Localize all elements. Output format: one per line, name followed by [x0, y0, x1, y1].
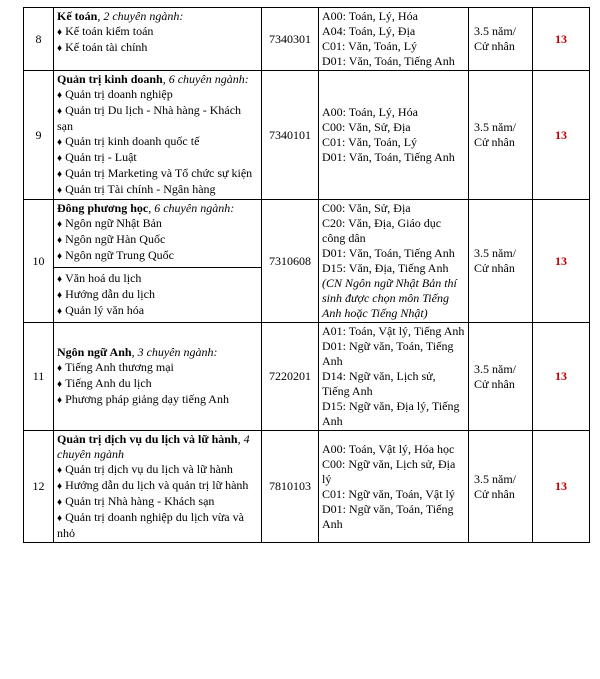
row-number: 11 — [24, 323, 54, 431]
specialization-item: ♦ Quản trị doanh nghiệp — [57, 87, 258, 103]
duration-years: 3.5 năm/ — [474, 24, 516, 38]
row-number: 12 — [24, 431, 54, 543]
major-code: 7810103 — [262, 431, 319, 543]
specialization-item: ♦ Quản trị Marketing và Tổ chức sự kiện — [57, 166, 258, 182]
specialization-item: ♦ Ngôn ngữ Nhật Bản — [57, 216, 258, 232]
combo-line: D15: Văn, Địa, Tiếng Anh — [322, 261, 449, 275]
specialization-item: ♦ Quản trị kinh doanh quốc tế — [57, 134, 258, 150]
table-row — [24, 431, 590, 543]
combo-line: C01: Ngữ văn, Toán, Vật lý — [322, 486, 455, 501]
duration — [469, 200, 533, 323]
major-cell — [54, 8, 262, 71]
subject-combos — [319, 323, 469, 431]
degree: Cử nhân — [474, 486, 515, 501]
combo-line: A00: Toán, Lý, Hóa — [322, 105, 418, 119]
specialization-item: ♦ Quản trị - Luật — [57, 150, 258, 166]
major-title: Quản trị kinh doanh — [57, 72, 163, 86]
combo-line: A04: Toán, Lý, Địa — [322, 24, 416, 38]
quota: 13 — [533, 431, 590, 543]
subject-combos — [319, 431, 469, 543]
combo-line: D01: Ngữ văn, Toán, Tiếng Anh — [322, 501, 454, 531]
duration — [469, 71, 533, 200]
degree: Cử nhân — [474, 261, 515, 275]
major-code: 7340101 — [262, 71, 319, 200]
specialization-item: ♦ Quản trị doanh nghiệp du lịch vừa và nhỏ — [57, 510, 258, 541]
specialization-item: ♦ Kế toán kiểm toán — [57, 24, 258, 40]
specialization-item: ♦ Quản trị Nhà hàng - Khách sạn — [57, 494, 258, 510]
specialization-item: ♦ Quản trị dịch vụ du lịch và lữ hành — [57, 462, 258, 478]
duration — [469, 323, 533, 431]
combo-line: D01: Văn, Toán, Tiếng Anh — [322, 54, 455, 68]
major-title: Đông phương học — [57, 201, 149, 215]
combo-line: C01: Văn, Toán, Lý — [322, 39, 418, 53]
major-title: Quản trị dịch vụ du lịch và lữ hành — [57, 432, 238, 446]
table-row — [24, 323, 590, 431]
specialization-item: ♦ Quản trị Du lịch - Nhà hàng - Khách sạn — [57, 103, 258, 134]
duration-years: 3.5 năm/ — [474, 361, 516, 376]
specialization-item: ♦ Tiếng Anh thương mại — [57, 360, 258, 376]
major-title: Kế toán — [57, 9, 98, 23]
row-number: 10 — [24, 200, 54, 323]
combo-line: C00: Văn, Sử, Địa — [322, 201, 411, 215]
table-row — [24, 71, 590, 200]
specialization-item: ♦ Ngôn ngữ Hàn Quốc — [57, 232, 258, 248]
quota: 13 — [533, 323, 590, 431]
specialization-item: ♦ Phương pháp giảng dạy tiếng Anh — [57, 392, 258, 408]
specialization-item: ♦ Quản trị Tài chính - Ngân hàng — [57, 182, 258, 198]
combo-line: A00: Toán, Lý, Hóa — [322, 9, 418, 23]
specialization-item: ♦ Hướng dẫn du lịch — [57, 287, 258, 303]
major-cell-extra — [54, 268, 262, 323]
combo-line: C01: Văn, Toán, Lý — [322, 135, 418, 149]
subject-combos — [319, 200, 469, 323]
major-code: 7220201 — [262, 323, 319, 431]
duration — [469, 8, 533, 71]
combo-line: C20: Văn, Địa, Giáo dục công dân — [322, 216, 442, 245]
specialization-item: ♦ Quản lý văn hóa — [57, 303, 258, 319]
degree: Cử nhân — [474, 376, 515, 391]
major-code: 7340301 — [262, 8, 319, 71]
degree: Cử nhân — [474, 39, 515, 53]
duration — [469, 431, 533, 543]
specialization-item: ♦ Kế toán tài chính — [57, 40, 258, 56]
quota: 13 — [533, 8, 590, 71]
major-subtitle: , 6 chuyên ngành: — [162, 72, 249, 86]
duration-years: 3.5 năm/ — [474, 471, 516, 486]
table-row — [24, 8, 590, 71]
major-cell — [54, 200, 262, 268]
combo-note: (CN Ngôn ngữ Nhật Bản thí sinh được chọn môn Tiếng Anh hoặc Tiếng Nhật) — [322, 276, 457, 320]
combo-line: D01: Ngữ văn, Toán, Tiếng Anh — [322, 339, 454, 368]
degree: Cử nhân — [474, 135, 515, 149]
specialization-item: ♦ Tiếng Anh du lịch — [57, 376, 258, 392]
admission-table — [23, 7, 590, 543]
major-subtitle: , 2 chuyên ngành: — [97, 9, 184, 23]
specialization-item: ♦ Ngôn ngữ Trung Quốc — [57, 248, 258, 264]
specialization-item: ♦ Hướng dẫn du lịch và quản trị lữ hành — [57, 478, 258, 494]
major-code: 7310608 — [262, 200, 319, 323]
combo-line: D15: Ngữ văn, Địa lý, Tiếng Anh — [322, 399, 460, 428]
major-subtitle: , 6 chuyên ngành: — [148, 201, 235, 215]
specialization-item: ♦ Văn hoá du lịch — [57, 271, 258, 287]
combo-line: C00: Ngữ văn, Lịch sử, Địa lý — [322, 456, 456, 486]
major-subtitle: , 4 chuyên ngành — [57, 432, 250, 461]
combo-line: A01: Toán, Vật lý, Tiếng Anh — [322, 324, 465, 338]
row-number: 8 — [24, 8, 54, 71]
table-row — [24, 200, 590, 268]
major-cell — [54, 323, 262, 431]
major-subtitle: , 3 chuyên ngành: — [131, 345, 218, 359]
major-cell — [54, 431, 262, 543]
combo-line: D01: Văn, Toán, Tiếng Anh — [322, 246, 455, 260]
major-cell — [54, 71, 262, 200]
row-number: 9 — [24, 71, 54, 200]
quota: 13 — [533, 71, 590, 200]
combo-line: D14: Ngữ văn, Lịch sử, Tiếng Anh — [322, 369, 436, 398]
combo-line: A00: Toán, Vật lý, Hóa học — [322, 441, 455, 456]
subject-combos — [319, 8, 469, 71]
subject-combos — [319, 71, 469, 200]
quota: 13 — [533, 200, 590, 323]
combo-line: C00: Văn, Sử, Địa — [322, 120, 411, 134]
combo-line: D01: Văn, Toán, Tiếng Anh — [322, 150, 455, 164]
major-title: Ngôn ngữ Anh — [57, 345, 132, 359]
duration-years: 3.5 năm/ — [474, 246, 516, 260]
duration-years: 3.5 năm/ — [474, 120, 516, 134]
